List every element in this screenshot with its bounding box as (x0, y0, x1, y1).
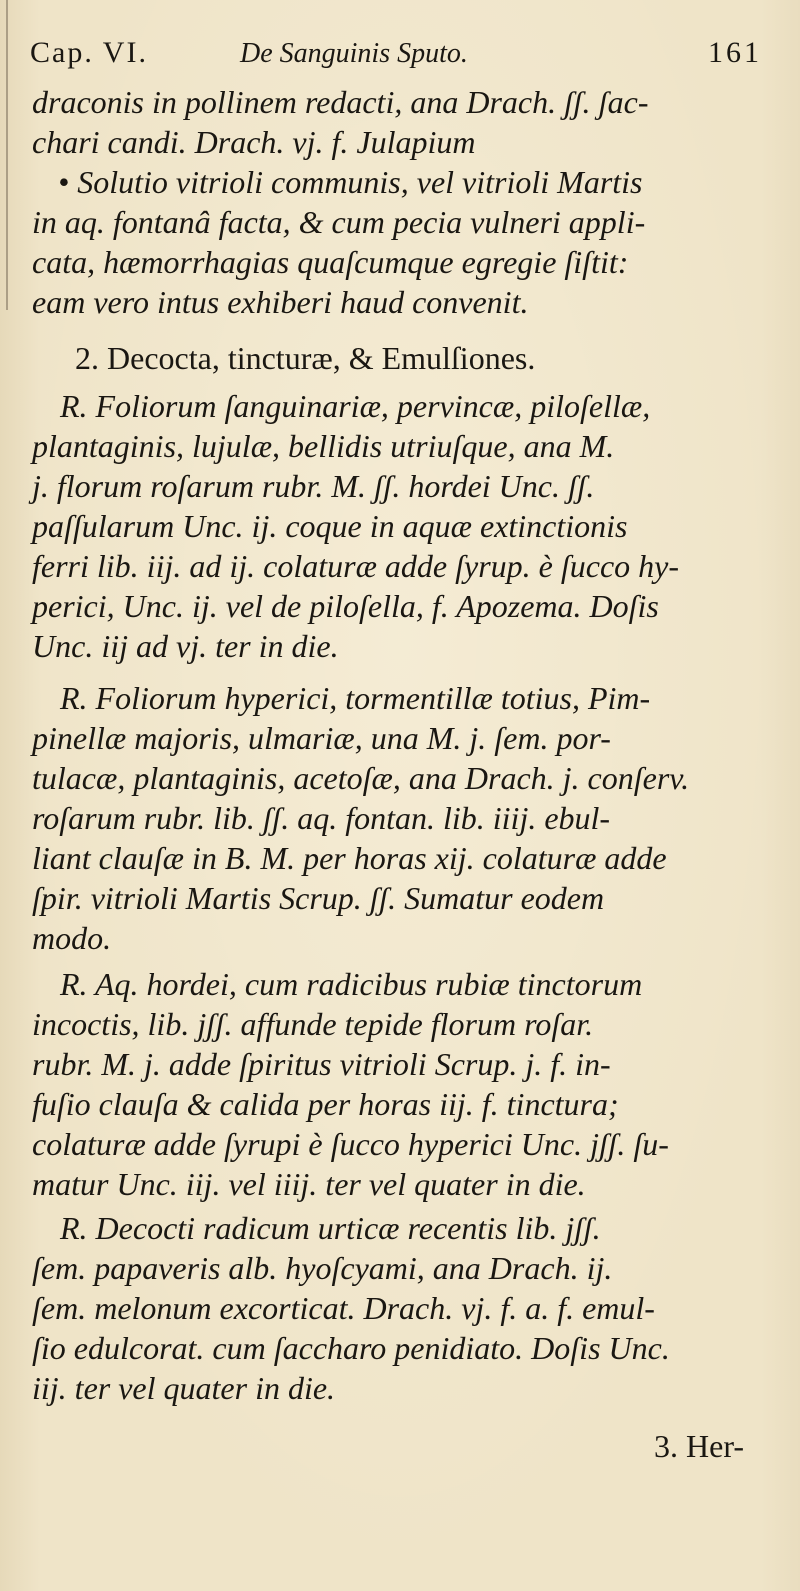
text-line: eam vero intus exhiberi haud convenit. (32, 284, 529, 320)
running-header (30, 36, 770, 76)
text-line: R. Aq. hordei, cum radicibus rubiæ tinctorum (60, 966, 643, 1002)
text-line: R. Foliorum ſanguinariæ, pervincæ, piloſellæ, (60, 388, 651, 424)
text-line: in aq. fontanâ facta, & cum pecia vulneri appli- (32, 204, 646, 240)
text-line: j. florum roſarum rubr. M. ʃʃ. hordei Unc. ʃʃ. (32, 468, 595, 504)
text-line: matur Unc. iij. vel iiij. ter vel quater in die. (32, 1166, 586, 1202)
text-line: ſio edulcorat. cum ſaccharo penidiato. Doſis Unc. (32, 1330, 670, 1366)
text-line: cata, hæmorrhagias quaſcumque egregie ſiſtit: (32, 244, 629, 280)
text-line: iij. ter vel quater in die. (32, 1370, 336, 1406)
text-line: chari candi. Drach. vj. f. Julapium (32, 124, 476, 160)
heading-text: 2. Decocta, tincturæ, & Emulſiones. (75, 340, 536, 376)
gutter-line (6, 0, 8, 310)
text-line: ſem. melonum excorticat. Drach. vj. f. a. f. emul- (32, 1290, 655, 1326)
page-number: 161 (708, 36, 762, 69)
text-line: plantaginis, lujulæ, bellidis utriuſque, ana M. (32, 428, 615, 464)
text-line: ferri lib. iij. ad ij. colaturæ adde ſyrup. è ſucco hy- (32, 548, 680, 584)
text-line: • Solutio vitrioli communis, vel vitrioli Martis (58, 164, 643, 200)
running-title: De Sanguinis Sputo. (240, 38, 468, 69)
text-line: perici, Unc. ij. vel de piloſella, f. Apozema. Doſis (32, 588, 659, 624)
text-line: tulacæ, plantaginis, acetoſæ, ana Drach. j. conſerv. (32, 760, 690, 796)
recipe-4 (32, 1208, 762, 1408)
text-line: incoctis, lib. jʃʃ. affunde tepide florum roſar. (32, 1006, 594, 1042)
recipe-2 (32, 678, 762, 958)
text-line: rubr. M. j. adde ſpiritus vitrioli Scrup. j. f. in- (32, 1046, 611, 1082)
catchword: 3. Her- (654, 1428, 744, 1464)
text-line: colaturæ adde ſyrupi è ſucco hyperici Unc. jʃʃ. ſu- (32, 1126, 669, 1162)
text-line: fuſio clauſa & calida per horas iij. f. tinctura; (32, 1086, 619, 1122)
text-line: paſſularum Unc. ij. coque in aquæ extinctionis (32, 508, 628, 544)
text-line: ſem. papaveris alb. hyoſcyami, ana Drach. ij. (32, 1250, 613, 1286)
text-line: liant clauſæ in B. M. per horas xij. colaturæ adde (32, 840, 667, 876)
chapter-label: Cap. VI. (30, 36, 148, 69)
text-line: draconis in pollinem redacti, ana Drach. ʃʃ. ʃac- (32, 84, 649, 120)
text-line: roſarum rubr. lib. ʃʃ. aq. fontan. lib. iiij. ebul- (32, 800, 611, 836)
text-line: Unc. iij ad vj. ter in die. (32, 628, 339, 664)
text-line: ſpir. vitrioli Martis Scrup. ʃʃ. Sumatur eodem (32, 880, 605, 916)
recipe-1 (32, 386, 762, 666)
text-line: pinellæ majoris, ulmariæ, una M. j. ſem. por- (32, 720, 611, 756)
recipe-3 (32, 964, 762, 1204)
paragraph-julapium (32, 82, 762, 322)
text-line: modo. (32, 920, 112, 956)
text-line: R. Decocti radicum urticæ recentis lib. jʃʃ. (60, 1210, 601, 1246)
text-line: R. Foliorum hyperici, tormentillæ totius, Pim- (60, 680, 651, 716)
section-heading (75, 338, 800, 378)
